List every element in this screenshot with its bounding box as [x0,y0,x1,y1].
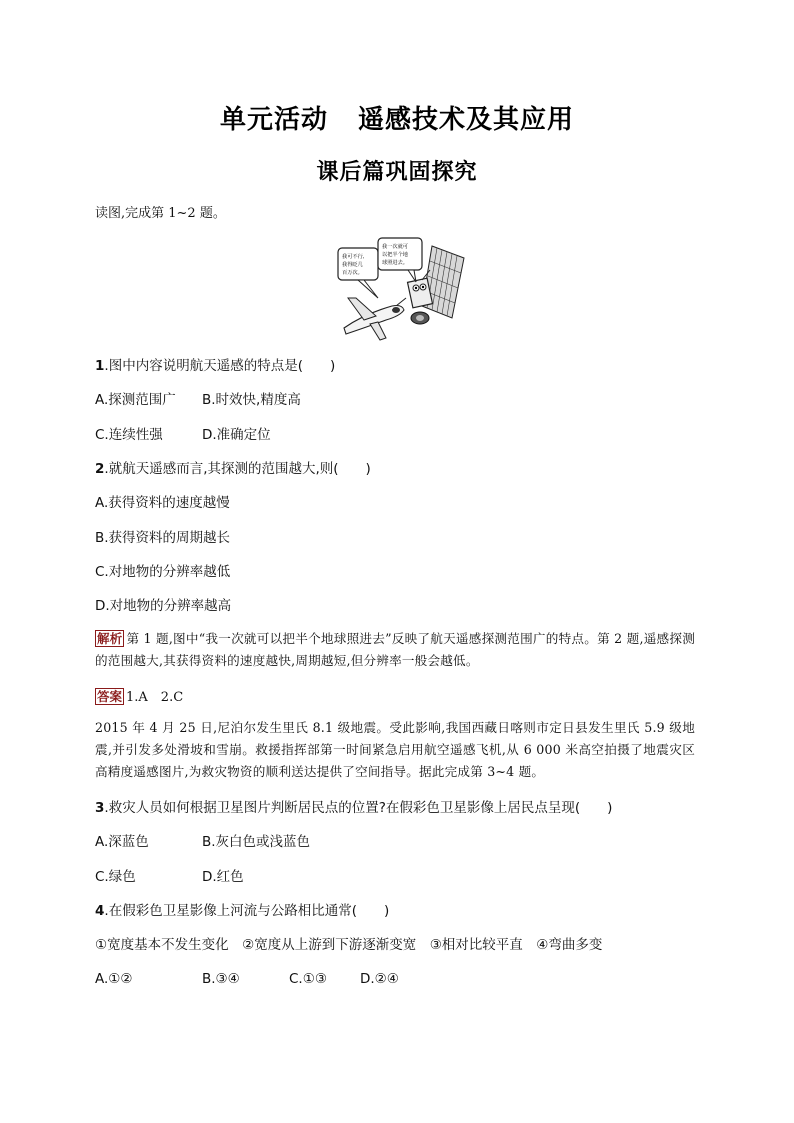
question-3-option-d: D.红色 [202,869,244,885]
analysis-text: 第 1 题,图中“我一次就可以把半个地球照进去”反映了航天遥感探测范围广的特点。第 2 题,遥感探测的范围越大,其获得资料的速度越快,周期越短,但分辨率一般会越低。 [95,631,695,668]
bubble-left-line-2: 我得眨几 [342,262,363,268]
bubble-right-line-3: 球照进去。 [382,260,408,266]
question-3-option-c: C.绿色 [95,869,136,885]
question-3-option-b: B.灰白色或浅蓝色 [202,834,311,850]
answer-block [95,688,183,707]
question-2-text: .就航天遥感而言,其探测的范围越大,则( ) [104,461,371,477]
question-1-option-b: B.时效快,精度高 [202,392,301,408]
question-2-option-a: A.获得资料的速度越慢 [95,495,230,511]
question-4-option-c: C.①③ [289,971,327,987]
speech-bubble-right [378,238,422,282]
question-4-statements: ①宽度基本不发生变化 ②宽度从上游到下游逐渐变宽 ③相对比较平直 ④弯曲多变 [95,937,603,953]
answer-label: 答案 [97,689,123,704]
satellite-cartoon-figure [334,236,466,344]
main-title-left: 单元活动 [219,105,328,135]
question-3-option-a: A.深蓝色 [95,834,149,850]
bubble-right-line-2: 以把半个地 [382,252,408,258]
question-4-option-b: B.③④ [202,971,240,987]
question-1-option-d: D.准确定位 [202,427,271,443]
question-2-option-c: C.对地物的分辨率越低 [95,564,231,580]
analysis-block [95,628,695,672]
question-2-number: 2 [95,461,105,477]
question-1-number: 1 [95,358,105,374]
question-4-text: .在假彩色卫星影像上河流与公路相比通常( ) [104,903,390,919]
question-1-option-c: C.连续性强 [95,427,163,443]
question-1-stem [95,357,335,375]
main-title [0,99,794,136]
question-1-option-a: A.探测范围广 [95,392,176,408]
question-4-stem [95,902,389,920]
question-3-stem [95,799,612,817]
question-2-option-b: B.获得资料的周期越长 [95,530,231,546]
question-4-number: 4 [95,903,105,919]
bubble-right-line-1: 我一次就可 [382,244,408,250]
question-4-option-d: D.②④ [360,971,399,987]
bubble-left-line-1: 我可不行, [342,254,365,260]
question-2-stem [95,460,371,478]
main-title-right: 遥感技术及其应用 [358,105,575,135]
airplane [344,298,404,340]
bubble-left-line-3: 百万次。 [342,270,363,276]
question-2-option-d: D.对地物的分辨率越高 [95,598,232,614]
intro-text: 读图,完成第 1~2 题。 [95,206,226,221]
question-1-text: .图中内容说明航天遥感的特点是( ) [104,358,336,374]
passage-text: 2015 年 4 月 25 日,尼泊尔发生里氏 8.1 级地震。受此影响,我国西藏日喀则市定日县发生里氏 5.9 级地震,并引发多处滑坡和雪崩。救援指挥部第一时间紧急启用航空遥感飞机,从 6 000 米高空拍摄了地震灾区高精度遥感图片,为救灾物资的顺利送达提供了空间指导。据此完成第 3~4 题。 [95,720,695,779]
question-3-text: .救灾人员如何根据卫星图片判断居民点的位置?在假彩色卫星影像上居民点呈现( ) [104,800,613,816]
question-3-number: 3 [95,800,105,816]
subtitle: 课后篇巩固探究 [316,159,478,185]
analysis-label: 解析 [97,631,123,646]
speech-bubble-left [338,248,378,298]
answer-text: 1.A 2.C [126,690,184,705]
question-4-option-a: A.①② [95,971,133,987]
